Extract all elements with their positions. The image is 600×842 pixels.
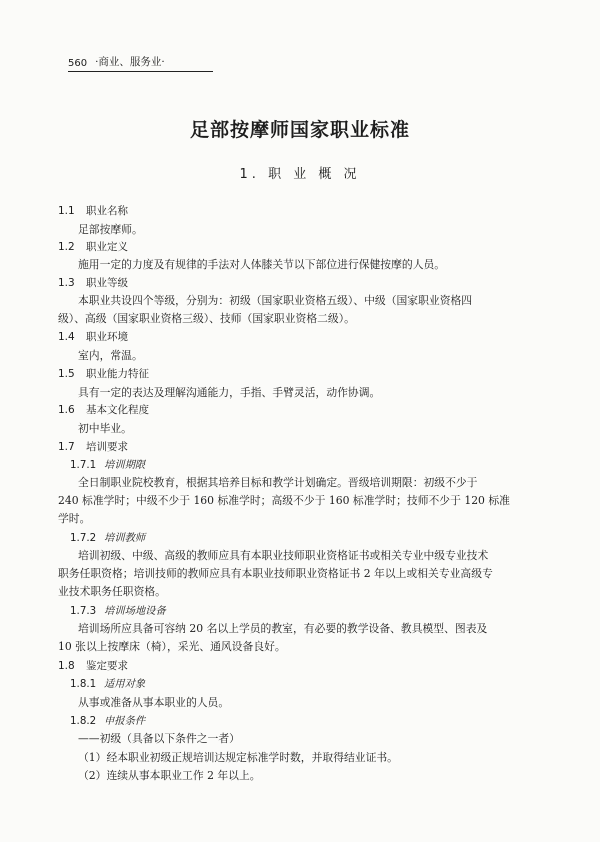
item-body: 具有一定的表达及理解沟通能力，手指、手臂灵活，动作协调。 xyxy=(78,386,381,399)
subitem-heading: 1.7.3 培训场地设备 xyxy=(70,605,166,617)
item-body: （2）连续从事本职业工作 2 年以上。 xyxy=(78,769,261,782)
item-body: 本职业共设四个等级，分别为：初级（国家职业资格五级）、中级（国家职业资格四 xyxy=(78,294,473,307)
item-body: 业技术职务任职资格。 xyxy=(58,585,166,598)
item-body: 培训初级、中级、高级的教师应具有本职业技师职业资格证书或相关专业中级专业技术 xyxy=(78,549,489,562)
item-body: 初中毕业。 xyxy=(78,422,132,435)
subitem-heading: 1.7.1 培训期限 xyxy=(70,459,146,471)
subitem-heading: 1.8.1 适用对象 xyxy=(70,678,146,690)
item-body: 培训场所应具备可容纳 20 名以上学员的教室，有必要的教学设备、教具模型、图表及 xyxy=(78,622,488,635)
item-heading: 1.3 职业等级 xyxy=(58,277,128,289)
item-heading: 1.8 鉴定要求 xyxy=(58,660,128,672)
item-heading: 1.5 职业能力特征 xyxy=(58,368,149,380)
item-body: 240 标准学时；中级不少于 160 标准学时；高级不少于 160 标准学时；技师不少于 120 标准 xyxy=(58,494,510,507)
item-heading: 1.7 培训要求 xyxy=(58,441,128,453)
item-heading: 1.2 职业定义 xyxy=(58,241,128,253)
page-title: 足部按摩师国家职业标准 xyxy=(189,119,410,141)
item-body: （1）经本职业初级正规培训达规定标准学时数，并取得结业证书。 xyxy=(78,751,398,764)
item-body: 职务任职资格；培训技师的教师应具有本职业技师职业资格证书 2 年以上或相关专业高级专 xyxy=(58,567,493,580)
item-body: 施用一定的力度及有规律的手法对人体膝关节以下部位进行保健按摩的人员。 xyxy=(78,258,446,271)
item-body: 室内，常温。 xyxy=(78,349,143,362)
subitem-heading: 1.8.2 申报条件 xyxy=(70,715,146,727)
item-heading: 1.1 职业名称 xyxy=(58,205,128,217)
subitem-heading: 1.7.2 培训教师 xyxy=(70,532,146,544)
header-section: ·商业、服务业· xyxy=(95,56,165,68)
item-body: 级）、高级（国家职业资格三级）、技师（国家职业资格二级）。 xyxy=(58,312,355,325)
item-body: ——初级（具备以下条件之一者） xyxy=(78,732,240,745)
item-body: 足部按摩师。 xyxy=(78,223,143,236)
item-heading: 1.6 基本文化程度 xyxy=(58,404,149,416)
item-body: 10 张以上按摩床（椅），采光、通风设备良好。 xyxy=(58,640,286,653)
item-body: 学时。 xyxy=(58,512,91,525)
item-body: 全日制职业院校教育，根据其培养目标和教学计划确定。晋级培训期限：初级不少于 xyxy=(78,476,478,489)
item-heading: 1.4 职业环境 xyxy=(58,331,128,343)
running-header xyxy=(68,53,213,72)
section-heading: 1. 职 业 概 况 xyxy=(239,167,361,182)
page-number: 560 xyxy=(68,58,88,69)
item-body: 从事或准备从事本职业的人员。 xyxy=(78,696,230,709)
